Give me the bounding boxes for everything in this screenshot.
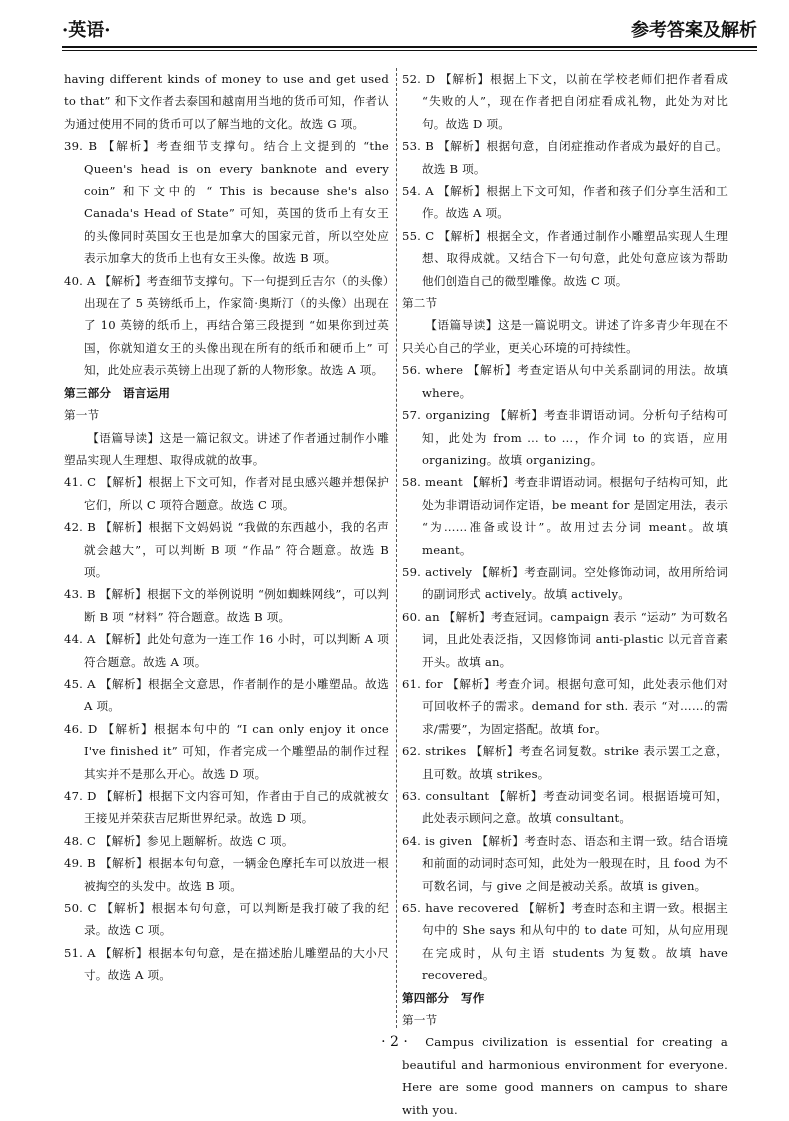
part-heading: 第三部分 语言运用 <box>64 385 171 400</box>
section-title: 参考答案及解析 <box>631 20 757 41</box>
answer-item: 63. consultant 【解析】考查动词变名词。根据语境可知，此处表示顾问之意。故填 consultant。 <box>402 789 728 826</box>
answer-item: 47. D 【解析】根据下文内容可知，作者由于自己的成就被女王接见并荣获吉尼斯世界纪录。故选 D 项。 <box>64 789 389 826</box>
answer-item: 53. B 【解析】根据句意，自闭症推动作者成为最好的自己。故选 B 项。 <box>402 139 728 176</box>
section-label: 第二节 <box>402 296 438 311</box>
answer-item: 58. meant 【解析】考查非谓语动词。根据句子结构可知，此处为非谓语动词作定语，be meant for 是固定用法，表示 “为……准备或设计”。故用过去分词 meant。故填 meant。 <box>402 475 728 557</box>
answer-item: 59. actively 【解析】考查副词。空处修饰动词，故用所给词的副词形式 actively。故填 actively。 <box>402 564 728 602</box>
section-label: 第一节 <box>64 408 100 423</box>
answer-item: 44. A 【解析】此处句意为一连工作 16 小时，可以判断 A 项符合题意。故选 A 项。 <box>64 632 389 669</box>
left-column <box>64 68 389 987</box>
page-number: · 2 · <box>381 1034 408 1050</box>
right-column <box>402 68 728 1121</box>
answer-item: 48. C 【解析】参见上题解析。故选 C 项。 <box>64 833 294 848</box>
section-label: 第一节 <box>402 1013 438 1028</box>
answer-item: 56. where 【解析】考查定语从句中关系副词的用法。故填 where。 <box>402 363 728 400</box>
answer-item: 50. C 【解析】根据本句句意，可以判断是我打破了我的纪录。故选 C 项。 <box>64 901 389 938</box>
answer-item: 43. B 【解析】根据下文的举例说明 “例如蜘蛛网线”，可以判断 B 项 “材料” 符合题意。故选 B 项。 <box>64 587 389 624</box>
page-header <box>62 16 757 46</box>
answer-item: 49. B 【解析】根据本句句意，一辆金色摩托车可以放进一根被掏空的头发中。故选 B 项。 <box>64 856 389 893</box>
part-heading: 第四部分 写作 <box>402 990 485 1005</box>
paragraph: 【语篇导读】这是一篇记叙文。讲述了作者通过制作小雕塑品实现人生理想、取得成就的故事。 <box>64 430 389 467</box>
header-rule-thin <box>62 50 757 51</box>
answer-item: 54. A 【解析】根据上下文可知，作者和孩子们分享生活和工作。故选 A 项。 <box>402 184 728 221</box>
answer-item: 60. an 【解析】考查冠词。campaign 表示 “运动” 为可数名词，且此处表泛指，又因修饰词 anti-plastic 以元音音素开头。故填 an。 <box>402 609 728 669</box>
header-rule <box>62 46 757 48</box>
answer-item: 42. B 【解析】根据下文妈妈说 “我做的东西越小，我的名声就会越大”，可以判断 B 项 “作品” 符合题意。故选 B 项。 <box>64 520 389 579</box>
answer-item: 62. strikes 【解析】考查名词复数。strike 表示罢工之意，且可数。故填 strikes。 <box>402 744 728 781</box>
paragraph: 【语篇导读】这是一篇说明文。讲述了许多青少年现在不只关心自己的学业，更关心环境的可持续性。 <box>402 318 728 355</box>
answer-item: 51. A 【解析】根据本句句意，是在描述胎儿雕塑品的大小尺寸。故选 A 项。 <box>64 945 389 983</box>
paragraph: having different kinds of money to use and get used to that” 和下文作者去泰国和越南用当地的货币可知，作者认为通过使用不同的货币可以了解当地的文化。故选 G 项。 <box>64 72 389 131</box>
column-divider <box>396 68 397 1028</box>
answer-item: 45. A 【解析】根据全文意思，作者制作的是小雕塑品。故选 A 项。 <box>64 676 389 714</box>
answer-item: 41. C 【解析】根据上下文可知，作者对昆虫感兴趣并想保护它们，所以 C 项符合题意。故选 C 项。 <box>64 475 389 512</box>
paragraph: Campus civilization is essential for creating a beautiful and harmonious environment for everyone. Here are some good manners on campus to share with you. <box>402 1035 728 1117</box>
answer-item: 39. B 【解析】考查细节支撑句。结合上文提到的 “the Queen's head is on every banknote and every coin” 和下文中的 “ This is because she's also Canada's Head of State” 可知，英国的货币上有女王的头像同时英国女王也是加拿大的国家元首，所以空处应表示加拿大的货币上也有女王头像。故选 B 项。 <box>64 139 389 266</box>
answer-item: 55. C 【解析】根据全文，作者通过制作小雕塑品实现人生理想、取得成就。又结合下一句句意，此处句意应该为帮助他们创造自己的微型雕像。故选 C 项。 <box>402 228 728 288</box>
answer-item: 52. D 【解析】根据上下文，以前在学校老师们把作者看成 “失败的人”，现在作者把自闭症看成礼物，此处为对比句。故选 D 项。 <box>402 72 728 131</box>
subject-label: ·英语· <box>62 20 111 41</box>
answer-item: 61. for 【解析】考查介词。根据句意可知，此处表示他们对可回收杯子的需求。demand for sth. 表示 “对……的需求/需要”，为固定搭配。故填 for。 <box>402 676 728 736</box>
answer-item: 46. D 【解析】根据本句中的 “I can only enjoy it once I've finished it” 可知，作者完成一个雕塑品的制作过程其实并不是那么开心。故选 D 项。 <box>64 721 389 781</box>
answer-item: 40. A 【解析】考查细节支撑句。下一句提到丘吉尔（的头像）出现在了 5 英镑纸币上，作家简·奥斯汀（的头像）出现在了 10 英镑的纸币上，再结合第三段提到 “如果你到过英国，你就知道女王的头像出现在所有的纸币和硬币上” 可知，此处应表示英镑上出现了新的人物形象。故选 A 项。 <box>64 273 389 378</box>
answer-item: 65. have recovered 【解析】考查时态和主谓一致。根据主句中的 She says 和从句中的 to date 可知，从句应用现在完成时，从句主语 students 为复数。故填 have recovered。 <box>402 901 728 983</box>
answer-item: 64. is given 【解析】考查时态、语态和主谓一致。结合语境和前面的动词时态可知，此处为一般现在时，且 food 为不可数名词，与 give 之间是被动关系。故填 is given。 <box>402 833 728 893</box>
answer-item: 57. organizing 【解析】考查非谓语动词。分析句子结构可知，此处为 from … to …，作介词 to 的宾语，应用 organizing。故填 organizing。 <box>402 408 728 467</box>
